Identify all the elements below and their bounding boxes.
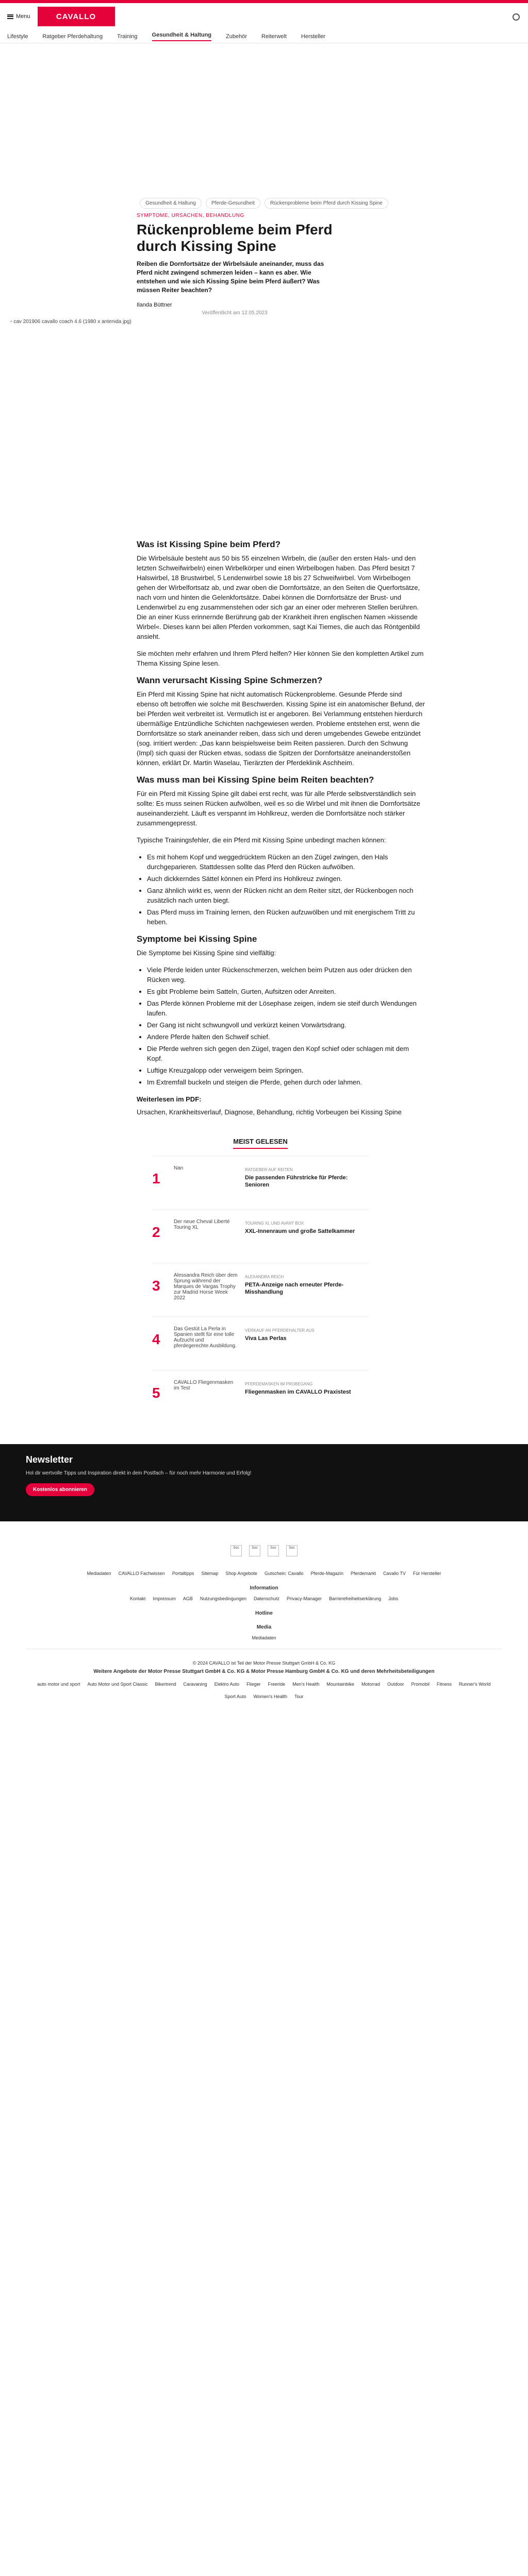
social-links <box>0 1521 528 1568</box>
brand-link[interactable]: Bikertrend <box>155 1682 176 1687</box>
footer-link[interactable]: Pferde-Magazin <box>310 1571 344 1576</box>
brand-link[interactable]: Elektro Auto <box>214 1682 240 1687</box>
nav-item[interactable]: Ratgeber Pferdehaltung <box>42 33 103 40</box>
most-read-text <box>238 1378 369 1396</box>
heading-cause: Wann verursacht Kissing Spine Schmerzen? <box>137 675 323 685</box>
most-read-title <box>152 1138 369 1145</box>
ad-slot-inline <box>0 326 528 532</box>
footer-link[interactable]: Impressum <box>153 1596 176 1601</box>
site-logo[interactable] <box>38 7 115 26</box>
pdf-link[interactable]: Ursachen, Krankheitsverlauf, Diagnose, Behandlung, richtig Vorbeugen bei Kissing Spine <box>137 1108 402 1116</box>
thumbnail-alt: Nan <box>174 1165 184 1171</box>
paragraph: Für ein Pferd mit Kissing Spine gilt dabei erst recht, was für alle Pferde selbstverständlich sein sollte: Es muss seinen Rücken aufwölben, weil es so die Wirbel und mit ihnen die Dornfortsätze auseinanderzieht. Läuft es verspannt im Hohlkreuz, werden die Dornfortsätze noch stärker zusammengepresst. <box>137 790 420 827</box>
heading-riding: Was muss man bei Kissing Spine beim Reiten beachten? <box>137 775 374 785</box>
nav-item-active[interactable]: Gesundheit & Haltung <box>152 32 212 41</box>
most-read-headline[interactable]: Fliegenmasken im CAVALLO Praxistest <box>245 1389 351 1395</box>
article-header <box>137 213 333 316</box>
footer-link[interactable]: Mediadaten <box>252 1635 276 1640</box>
footer-media-links <box>0 1632 528 1643</box>
list-item: • Es mit hohem Kopf und weggedrücktem Rücken an den Zügel zwingen, den Hals durchgeparieren. Stattdessen sollte das Pferd den Rücken aufwölben. <box>147 852 425 872</box>
thumbnail-alt: CAVALLO Fliegenmasken im Test <box>174 1380 234 1391</box>
riding-list <box>147 852 425 927</box>
heading-what: Was ist Kissing Spine beim Pferd? <box>137 539 280 549</box>
most-read-item[interactable] <box>152 1370 369 1423</box>
footer-link[interactable]: Datenschutz <box>254 1596 280 1601</box>
breadcrumb-item[interactable]: Pferde-Gesundheit <box>206 198 260 209</box>
footer-link[interactable]: Mediadaten <box>87 1571 111 1576</box>
newsletter-subscribe-button[interactable]: Kostenlos abonnieren <box>26 1483 94 1496</box>
pdf-heading: Weiterlesen im PDF: <box>137 1095 202 1103</box>
brand-link[interactable]: Flieger <box>246 1682 261 1687</box>
most-read-text <box>238 1163 369 1189</box>
list-item: • Die Pferde wehren sich gegen den Zügel, tragen den Kopf schief oder schlagen mit dem Kopf. <box>147 1044 425 1063</box>
most-read-item[interactable] <box>152 1263 369 1316</box>
most-read-kicker: PFERDEMASKEN IM PROBEGANG <box>245 1382 313 1386</box>
nav-item[interactable]: Lifestyle <box>7 33 28 40</box>
footer-link[interactable]: Pferdemarkt <box>351 1571 376 1576</box>
paragraph: Die Symptome bei Kissing Spine sind vielfältig: <box>137 949 276 957</box>
heading-symptoms: Symptome bei Kissing Spine <box>137 934 257 944</box>
footer-link[interactable]: Für Hersteller <box>412 1571 441 1576</box>
footer-link[interactable]: Jobs <box>388 1596 399 1601</box>
list-item: • Ganz ähnlich wirkt es, wenn der Rücken nicht an dem Reiter sitzt, der Rückenbogen noch zusätzlich nach unten biegt. <box>147 886 425 905</box>
article-container <box>0 198 528 1423</box>
brand-links <box>0 1679 528 1702</box>
ad-slot-bottom <box>0 1702 528 2527</box>
social-icon[interactable]: Soc <box>230 1545 242 1556</box>
most-read-headline[interactable]: Die passenden Führstricke für Pferde: Senioren <box>245 1175 348 1188</box>
nav-item[interactable]: Hersteller <box>301 33 325 40</box>
list-item: • Der Gang ist nicht schwungvoll und verkürzt keinen Vorwärtsdrang. <box>147 1020 425 1030</box>
nav-item[interactable]: Zubehör <box>226 33 247 40</box>
most-read-text <box>238 1270 369 1296</box>
hero-image <box>10 319 227 326</box>
most-read-kicker: RATGEBER AUF REITEN <box>245 1167 293 1172</box>
article-body <box>137 539 425 1117</box>
breadcrumb <box>0 198 528 209</box>
search-icon[interactable] <box>513 13 520 21</box>
footer-link[interactable]: Privacy-Manager <box>287 1596 322 1601</box>
brand-link[interactable]: Tour <box>294 1694 304 1699</box>
social-icon[interactable]: Soc <box>268 1545 279 1556</box>
list-item: • Andere Pferde halten den Schweif schief. <box>147 1032 425 1042</box>
menu-button[interactable] <box>7 13 30 20</box>
newsletter-text: Hol dir wertvolle Tipps und Inspiration direkt in dein Postfach – für noch mehr Harmonie und Erfolg! <box>26 1470 252 1476</box>
brand-link[interactable]: Motorrad <box>361 1682 380 1687</box>
copyright: © 2024 CAVALLO ist Teil der Motor Presse Stuttgart GmbH & Co. KG <box>192 1660 336 1666</box>
article-lead: Reiben die Dornfortsätze der Wirbelsäule aneinander, muss das Pferd nicht zwingend schmerzen leiden – kann es aber. Wie entstehen und wie sich Kissing Spine beim Pferd äußert? Was müssen Reiter beachten? <box>137 260 324 294</box>
brand-link[interactable]: Sport Auto <box>224 1694 246 1699</box>
most-read-kicker: VERKAUF AN PFERDEHALTER AUS <box>245 1328 315 1333</box>
list-item: • Auch dickkerndes Sättel können ein Pferd ins Hohlkreuz zwingen. <box>147 874 425 884</box>
thumbnail-alt: Das Gestüt La Perla in Spanien stellt für eine tolle Aufzucht und pferdegerechte Ausbildung. <box>174 1326 237 1349</box>
brand-link[interactable]: Women's Health <box>253 1694 288 1699</box>
article-title: Rückenprobleme beim Pferd durch Kissing Spine <box>137 222 333 254</box>
most-read-headline[interactable]: XXL-Innenraum und große Sattelkammer <box>245 1228 355 1234</box>
paragraph: Typische Trainingsfehler, die ein Pferd mit Kissing Spine unbedingt machen können: <box>137 836 386 844</box>
most-read-text <box>238 1324 369 1342</box>
most-read-item[interactable] <box>152 1316 369 1370</box>
footer-link[interactable]: Sitemap <box>201 1571 219 1576</box>
brand-link[interactable]: Auto Motor und Sport Classic <box>87 1682 148 1687</box>
footer-section-media: Media <box>256 1624 272 1630</box>
footer-section-information: Information <box>250 1585 278 1591</box>
rank-number: 5 <box>152 1385 160 1401</box>
brand-link[interactable]: Caravaning <box>183 1682 207 1687</box>
footer-links-2 <box>0 1593 528 1604</box>
most-read-title-text: MEIST GELESEN <box>233 1138 287 1149</box>
footer-link[interactable]: Cavallo TV <box>383 1571 406 1576</box>
footer-link[interactable]: Barrierefreiheitserklärung <box>329 1596 382 1601</box>
newsletter-section <box>0 1444 528 1521</box>
footer-link[interactable]: Kontakt <box>129 1596 146 1601</box>
most-read-headline[interactable]: Viva Las Perlas <box>245 1335 287 1342</box>
menu-label: Menu <box>16 13 30 20</box>
most-read-text <box>238 1217 369 1235</box>
social-icon[interactable]: Soc <box>249 1545 260 1556</box>
brand-link[interactable]: Runner's World <box>459 1682 491 1687</box>
main-nav <box>0 30 528 43</box>
breadcrumb-item[interactable]: Rückenprobleme beim Pferd durch Kissing Spine <box>265 198 388 209</box>
broken-image-icon: ▫ <box>10 319 12 325</box>
brand-link[interactable]: Men's Health <box>292 1682 320 1687</box>
hero-image-alt: cav 201906 cavallo coach 4.6 (1980 x antenida jpg) <box>13 319 131 325</box>
nav-item[interactable]: Reiterwelt <box>261 33 287 40</box>
list-item: • Es gibt Probleme beim Satteln, Gurten, Aufsitzen oder Anreiten. <box>147 987 425 996</box>
ad-slot-top <box>0 43 528 198</box>
paragraph-link[interactable]: Sie möchten mehr erfahren und Ihrem Pferd helfen? Hier können Sie den kompletten Artikel zum Thema Kissing Spine lesen. <box>137 650 424 667</box>
nav-item[interactable]: Training <box>117 33 138 40</box>
list-item: • Das Pferd muss im Training lernen, den Rücken aufzuwölben und mit energischem Tritt zu heben. <box>147 907 425 927</box>
most-read-item[interactable] <box>152 1156 369 1209</box>
list-item: • Viele Pferde leiden unter Rückenschmerzen, welchen beim Putzen aus oder drücken den Rücken weg. <box>147 965 425 985</box>
most-read-kicker: TOURING XL UND AVANT BOX <box>245 1221 304 1226</box>
site-footer <box>0 1521 528 1702</box>
paragraph: Die Wirbelsäule besteht aus 50 bis 55 einzelnen Wirbeln, die (außer den ersten Hals- und den letzten Schweifwirbeln) einen Wirbelkörper und einen Wirbelbogen haben. Das Pferd besitzt 7 Halswirbel, 18 Brustwirbel, 5 Lendenwirbel sowie 18 bis 27 Schweifwirbel. Vom Wirbelbogen gehen der Wirbelfortsatz ab, und zwar oben die Dornfortsätze, an den Seiten die Querfortsätze, nach vorn und hinten die Gelenkfortsätze. Dabei können die Dornfortsätze der Brust- und Lendenwirbel zu eng zusammenstehen oder sich gar an einer oder mehreren Stellen berühren. Die an einer Kuss erinnernde Berührung gab der Krankheit ihren englischen Namen »kissende Wirbel«. Dieses kann bei allen Pferden vorkommen, sagt Kai Tiemes, die auch das Röntgenbild ansieht. <box>137 554 420 640</box>
paragraph: Ein Pferd mit Kissing Spine hat nicht automatisch Rückenprobleme. Gesunde Pferde sind ebenso oft betroffen wie solche mit Beschwerden. Kissing Spine ist ein anatomischer Befund, der bei Pferden weit verbreitet ist. Vermutlich ist er angeboren. Bei Verlammung entstehen hierdurch übermäßige Entzündliche Schichten nachgewiesen werden. Probleme entstehen erst, wenn die Dornfortsätze so stark aneinander reiben, dass sich und deren umgebendes Gewebe entzündet (sog. irritiert werden: „Das kann beispielsweise beim Reiten passieren. Durch den Schwung (Impl) sich quasi der Rücken etwas, sodass die Spitzen der Dornfortsätze aneinanderstoßen können, erklärt Dr. Martin Waselau, Tierärzten der Pferdeklinik Aschheim. <box>137 690 425 767</box>
footer-link[interactable]: Portaltipps <box>172 1571 194 1576</box>
rank-number: 4 <box>152 1331 160 1347</box>
footer-link[interactable]: Shop Angebote <box>225 1571 257 1576</box>
symptoms-list <box>147 965 425 1087</box>
footer-link[interactable]: CAVALLO Fachwissen <box>118 1571 165 1576</box>
logo-text: CAVALLO <box>56 12 96 21</box>
brand-link[interactable]: Fitness <box>437 1682 452 1687</box>
list-item: • Luftige Kreuzgalopp oder verweigern beim Springen. <box>147 1065 425 1075</box>
most-read-section <box>152 1138 369 1423</box>
brand-link[interactable]: auto motor und sport <box>37 1682 80 1687</box>
rank-number: 2 <box>152 1224 160 1240</box>
site-header <box>0 3 528 30</box>
brand-link[interactable]: Freeride <box>268 1682 286 1687</box>
rank-number: 1 <box>152 1171 160 1187</box>
article-date: Veröffentlicht am 12.05.2023 <box>202 310 268 316</box>
thumbnail-alt: Alessandra Reich über dem Sprung während der Marques de Vargas Trophy zur Madrid Horse Week 2022 <box>174 1273 238 1301</box>
most-read-headline[interactable]: PETA-Anzeige nach erneuter Pferde-Misshandlung <box>245 1282 344 1295</box>
most-read-kicker: ALEXANDRA REICH <box>245 1275 284 1279</box>
rank-number: 3 <box>152 1278 160 1294</box>
thumbnail-alt: Der neue Cheval Liberté Touring XL <box>174 1219 230 1230</box>
social-icon[interactable]: Soc <box>286 1545 298 1556</box>
list-item: • Das Pferde können Probleme mit der Lösephase zeigen, indem sie steif durch Wendungen laufen. <box>147 998 425 1018</box>
footer-link[interactable]: AGB <box>183 1596 193 1601</box>
breadcrumb-item[interactable]: Gesundheit & Haltung <box>140 198 202 209</box>
footer-links-1 <box>0 1568 528 1579</box>
brand-link[interactable]: Outdoor <box>387 1682 404 1687</box>
footer-section-hotline: Hotline <box>255 1611 273 1616</box>
most-read-item[interactable] <box>152 1209 369 1263</box>
newsletter-title: Newsletter <box>26 1454 73 1465</box>
list-item: • Im Extremfall buckeln und steigen die Pferde, gehen durch oder lahmen. <box>147 1077 425 1087</box>
brand-link[interactable]: Mountainbike <box>326 1682 354 1687</box>
article-author[interactable]: Ilanda Büttner <box>137 302 172 308</box>
footer-link[interactable]: Nutzungsbedingungen <box>200 1596 246 1601</box>
article-kicker: SYMPTOME, URSACHEN, BEHANDLUNG <box>137 213 244 218</box>
legal-title: Weitere Angebote der Motor Presse Stuttgart GmbH & Co. KG & Motor Presse Hamburg GmbH & Co. KG und deren Mehrheitsbeteiligungen <box>93 1669 435 1674</box>
footer-link[interactable]: Gutschein: Cavallo <box>264 1571 304 1576</box>
brand-link[interactable]: Promobil <box>411 1682 430 1687</box>
hamburger-icon <box>7 14 13 19</box>
